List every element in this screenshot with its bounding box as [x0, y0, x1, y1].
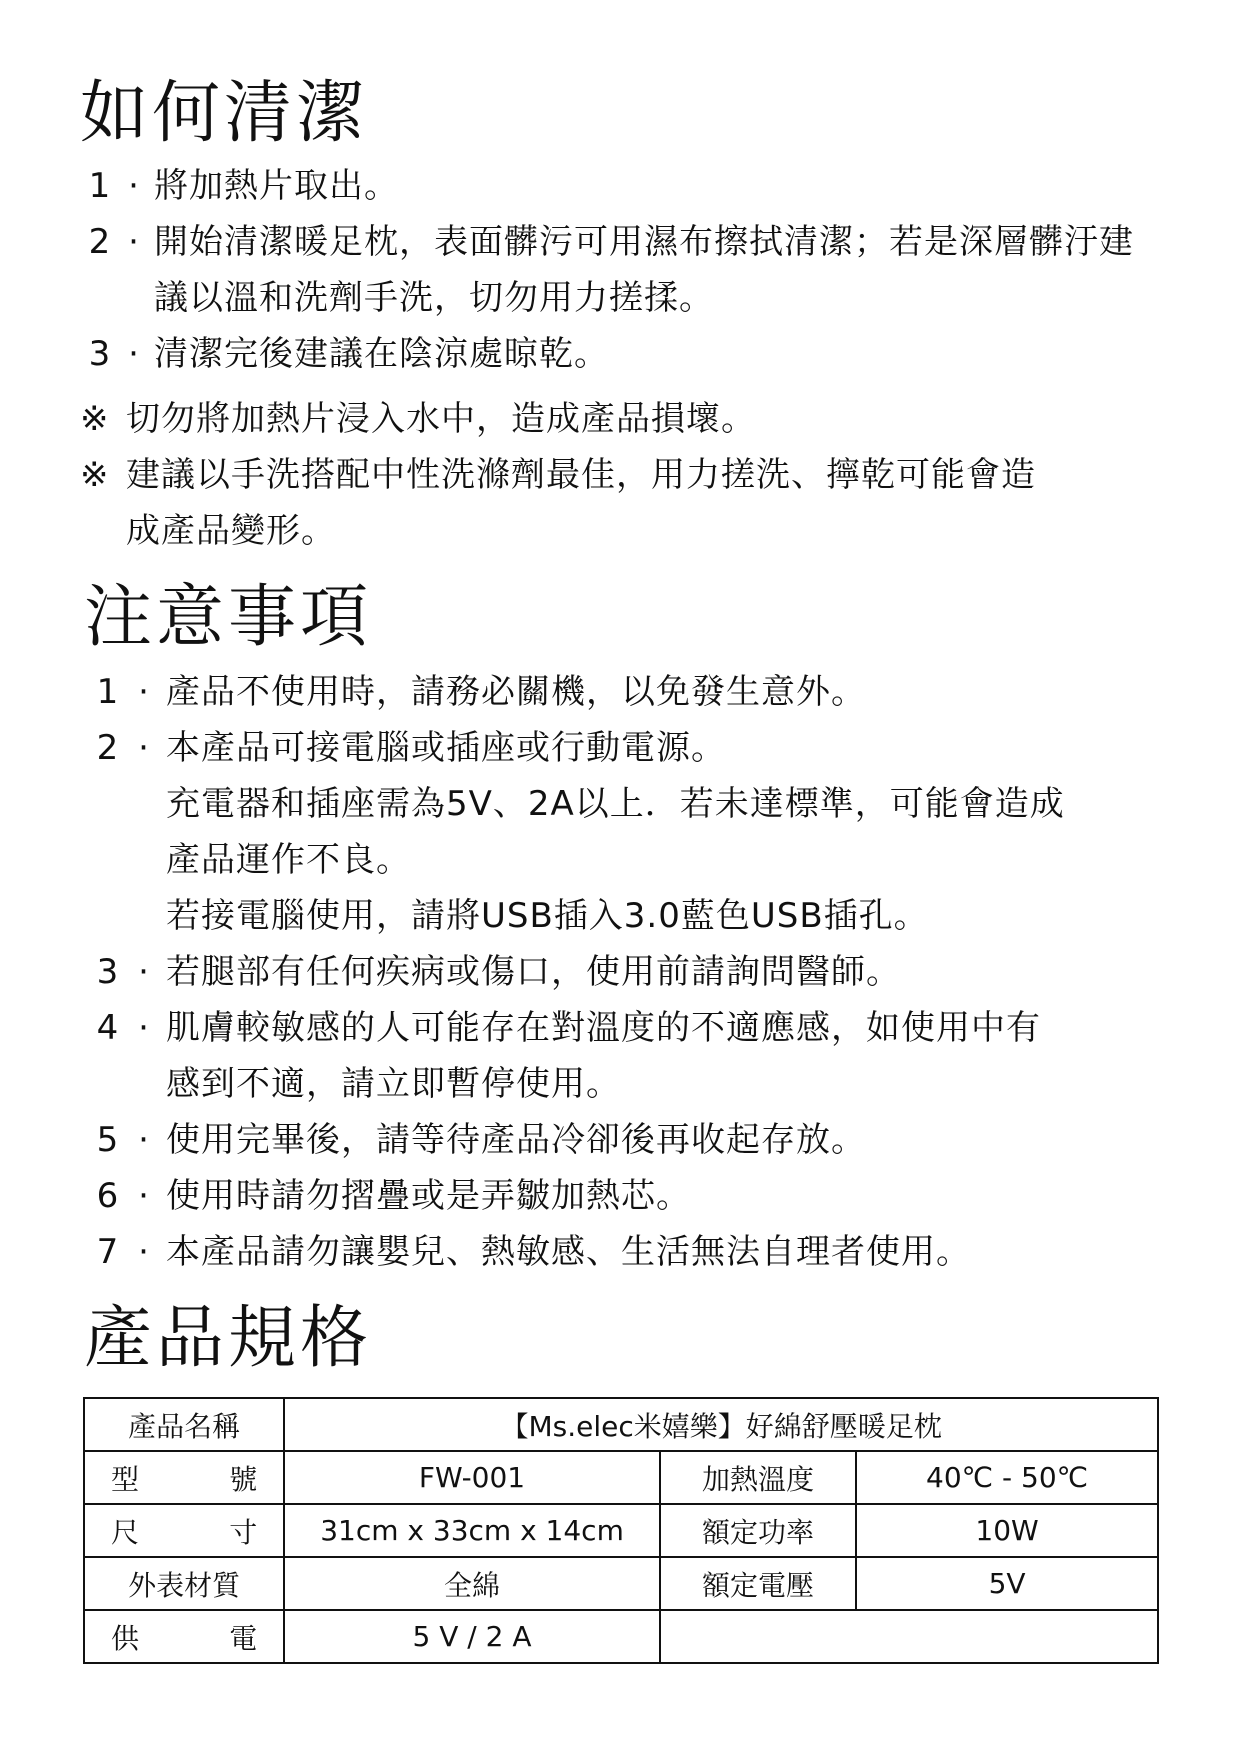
- bullet-dot: ·: [128, 222, 140, 262]
- list-item: [0, 1168, 1176, 1224]
- item-number: 5: [96, 1120, 120, 1160]
- step-number: 2: [88, 222, 112, 262]
- notice-heading: 注意事項: [84, 578, 373, 657]
- spec-value: 10W: [856, 1504, 1158, 1557]
- spec-label: 加熱溫度: [660, 1451, 856, 1504]
- spec-label: 外表材質: [84, 1557, 284, 1610]
- warning-text: 切勿將加熱片浸入水中，造成產品損壞。: [126, 399, 756, 439]
- table-row: [84, 1504, 1158, 1557]
- item-text: 充電器和插座需為5V、2A以上．若未達標準，可能會造成: [166, 784, 1065, 824]
- table-row: [84, 1557, 1158, 1610]
- list-item: [0, 1112, 1176, 1168]
- spec-label-char: 型: [111, 1462, 140, 1496]
- item-text: 若接電腦使用，請將USB插入3.0藍色USB插孔。: [166, 896, 929, 936]
- cleaning-heading: 如何清潔: [80, 74, 369, 153]
- step-number: 1: [88, 166, 112, 206]
- item-text: 若腿部有任何疾病或傷口，使用前請詢問醫師。: [166, 952, 901, 992]
- warning-text: 建議以手洗搭配中性洗滌劑最佳，用力搓洗、擰乾可能會造: [126, 455, 1036, 495]
- spec-heading: 產品規格: [84, 1299, 373, 1378]
- bullet-dot: ·: [138, 952, 150, 992]
- list-item: [0, 664, 1176, 720]
- item-number: 2: [96, 728, 120, 768]
- spec-label: 產品名稱: [84, 1398, 284, 1451]
- list-item: [0, 447, 1156, 559]
- table-row: [84, 1451, 1158, 1504]
- spec-empty-cell: [660, 1610, 1158, 1663]
- note-mark: ※: [80, 399, 110, 439]
- bullet-dot: ·: [128, 166, 140, 206]
- spec-value: 5 V / 2 A: [284, 1610, 660, 1663]
- item-text: 使用時請勿摺疊或是弄皺加熱芯。: [166, 1176, 691, 1216]
- spec-value: 5V: [856, 1557, 1158, 1610]
- list-item: [0, 391, 1156, 447]
- spec-label-char: 寸: [229, 1515, 258, 1549]
- item-number: 1: [96, 672, 120, 712]
- table-row: [84, 1398, 1158, 1451]
- item-text: 本產品可接電腦或插座或行動電源。: [166, 728, 726, 768]
- list-item: [0, 214, 1154, 326]
- step-text: 將加熱片取出。: [154, 166, 399, 206]
- item-number: 7: [96, 1232, 120, 1272]
- spec-label: [84, 1451, 284, 1504]
- list-item: [0, 720, 1176, 944]
- step-text: 清潔完後建議在陰涼處晾乾。: [154, 334, 609, 374]
- spec-value: 【Ms.elec米嬉樂】好綿舒壓暖足枕: [284, 1398, 1158, 1451]
- bullet-dot: ·: [138, 728, 150, 768]
- cleaning-steps: [0, 158, 1154, 382]
- cleaning-warnings: [0, 391, 1156, 559]
- list-item: [0, 158, 1154, 214]
- item-text: 肌膚較敏感的人可能存在對溫度的不適應感，如使用中有: [166, 1008, 1041, 1048]
- spec-value: 31cm x 33cm x 14cm: [284, 1504, 660, 1557]
- bullet-dot: ·: [128, 334, 140, 374]
- notice-list: [0, 664, 1176, 1280]
- bullet-dot: ·: [138, 672, 150, 712]
- item-text: 本產品請勿讓嬰兒、熱敏感、生活無法自理者使用。: [166, 1232, 971, 1272]
- spec-label: [84, 1504, 284, 1557]
- spec-label: 額定功率: [660, 1504, 856, 1557]
- spec-value: 40℃ - 50℃: [856, 1451, 1158, 1504]
- bullet-dot: ·: [138, 1232, 150, 1272]
- spec-label: [84, 1610, 284, 1663]
- spec-label-char: 供: [111, 1621, 140, 1655]
- step-text: 開始清潔暖足枕，表面髒污可用濕布擦拭清潔；若是深層髒汙建議以溫和洗劑手洗，切勿用力搓揉。: [154, 222, 1134, 318]
- item-text: 使用完畢後，請等待產品冷卻後再收起存放。: [166, 1120, 866, 1160]
- bullet-dot: ·: [138, 1008, 150, 1048]
- spec-label-char: 號: [229, 1462, 258, 1496]
- item-number: 6: [96, 1176, 120, 1216]
- item-text: 感到不適，請立即暫停使用。: [166, 1064, 621, 1104]
- spec-label-char: 尺: [111, 1515, 140, 1549]
- note-mark: ※: [80, 455, 110, 495]
- bullet-dot: ·: [138, 1120, 150, 1160]
- list-item: [0, 1000, 1176, 1112]
- spec-table: [83, 1397, 1159, 1664]
- spec-value: FW-001: [284, 1451, 660, 1504]
- table-row: [84, 1610, 1158, 1663]
- item-text: 產品運作不良。: [166, 840, 411, 880]
- warning-text-continued: 成產品變形。: [126, 511, 336, 551]
- list-item: [0, 326, 1154, 382]
- list-item: [0, 944, 1176, 1000]
- item-number: 3: [96, 952, 120, 992]
- bullet-dot: ·: [138, 1176, 150, 1216]
- spec-label: 額定電壓: [660, 1557, 856, 1610]
- item-number: 4: [96, 1008, 120, 1048]
- step-number: 3: [88, 334, 112, 374]
- list-item: [0, 1224, 1176, 1280]
- item-text: 產品不使用時，請務必關機，以免發生意外。: [166, 672, 866, 712]
- spec-label-char: 電: [229, 1621, 258, 1655]
- spec-value: 全綿: [284, 1557, 660, 1610]
